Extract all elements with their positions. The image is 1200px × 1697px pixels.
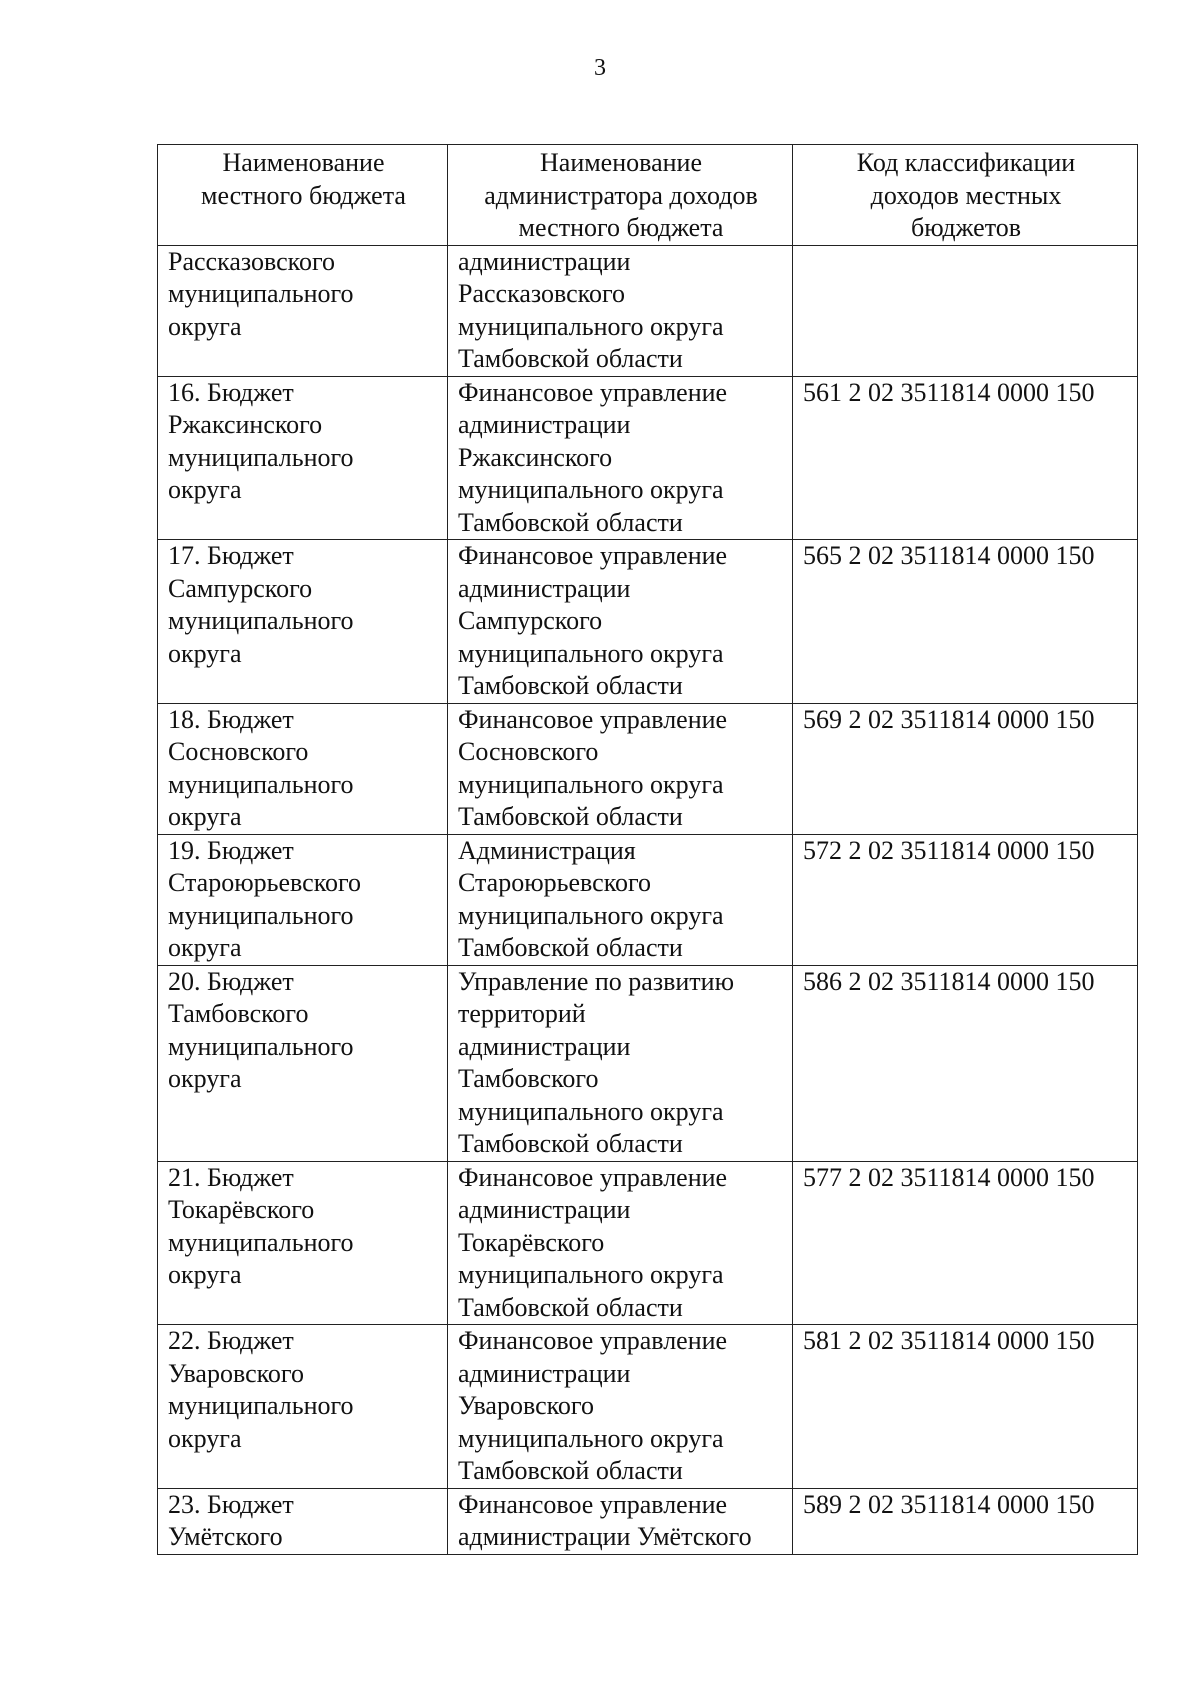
cell-line: муниципального округа xyxy=(458,475,724,504)
cell-line: местного бюджета xyxy=(201,180,406,210)
cell-line: Финансовое управление xyxy=(458,1162,728,1192)
cell-line: администрации xyxy=(458,1195,631,1224)
cell-classification-code: 569 2 02 3511814 0000 150 xyxy=(793,703,1138,834)
cell-revenue-administrator xyxy=(448,834,793,965)
cell-line: муниципального xyxy=(168,769,354,799)
cell-line: муниципального округа xyxy=(458,1423,724,1453)
cell-line: муниципального округа xyxy=(458,1096,724,1126)
cell-line: муниципального xyxy=(168,442,354,472)
cell-local-budget xyxy=(158,1488,448,1554)
cell-line: 20. Бюджет xyxy=(168,966,294,996)
cell-line: округа xyxy=(168,1423,242,1453)
cell-line: Уваровского xyxy=(458,1391,594,1420)
cell-line: муниципального xyxy=(168,1391,354,1420)
cell-classification-code: 561 2 02 3511814 0000 150 xyxy=(793,376,1138,540)
cell-line: доходов местных xyxy=(870,180,1062,210)
cell-line: Сампурского xyxy=(168,573,313,603)
cell-revenue-administrator xyxy=(448,1325,793,1489)
table-row xyxy=(158,965,1138,1161)
cell-line: 19. Бюджет xyxy=(168,835,294,865)
cell-line: Финансовое управление xyxy=(458,704,728,734)
cell-local-budget xyxy=(158,245,448,376)
cell-classification-code xyxy=(793,245,1138,376)
cell-line: Умётского xyxy=(168,1522,283,1551)
cell-revenue-administrator xyxy=(448,540,793,704)
table-row xyxy=(158,376,1138,540)
cell-local-budget xyxy=(158,376,448,540)
cell-revenue-administrator xyxy=(448,1488,793,1554)
page-number: 3 xyxy=(594,55,606,81)
cell-line: Тамбовской области xyxy=(458,1292,683,1322)
cell-line: 16. Бюджет xyxy=(168,377,294,407)
cell-line: Тамбовской области xyxy=(458,1129,683,1158)
cell-line: администрации xyxy=(458,573,631,603)
cell-line: Староюрьевского xyxy=(168,868,362,897)
cell-line: муниципального xyxy=(168,606,354,635)
cell-local-budget xyxy=(158,540,448,704)
cell-line: округа xyxy=(168,933,242,962)
cell-line: Рассказовского xyxy=(458,279,625,308)
cell-classification-code: 572 2 02 3511814 0000 150 xyxy=(793,834,1138,965)
table-body xyxy=(158,245,1138,1554)
cell-revenue-administrator xyxy=(448,1161,793,1325)
cell-line: муниципального xyxy=(168,279,354,308)
cell-line: Тамбовской области xyxy=(458,933,683,962)
cell-line: муниципального округа xyxy=(458,638,724,668)
cell-line: Тамбовской области xyxy=(458,507,683,537)
cell-line: Код классификации xyxy=(856,148,1076,177)
cell-line: 23. Бюджет xyxy=(168,1489,294,1519)
cell-line: Администрация xyxy=(458,835,636,865)
cell-classification-code: 565 2 02 3511814 0000 150 xyxy=(793,540,1138,704)
cell-revenue-administrator xyxy=(448,245,793,376)
header-classification-code xyxy=(793,145,1138,246)
cell-local-budget xyxy=(158,1161,448,1325)
table-header-row xyxy=(158,145,1138,246)
header-revenue-administrator xyxy=(448,145,793,246)
cell-classification-code: 577 2 02 3511814 0000 150 xyxy=(793,1161,1138,1325)
cell-line: Ржаксинского xyxy=(168,410,323,439)
cell-revenue-administrator xyxy=(448,376,793,540)
cell-classification-code: 586 2 02 3511814 0000 150 xyxy=(793,965,1138,1161)
cell-line: Сампурского xyxy=(458,606,603,635)
cell-line: Уваровского xyxy=(168,1358,304,1388)
cell-line: Староюрьевского xyxy=(458,868,652,897)
cell-classification-code: 589 2 02 3511814 0000 150 xyxy=(793,1488,1138,1554)
cell-line: администрации xyxy=(458,410,631,439)
cell-line: 17. Бюджет xyxy=(168,541,294,570)
table-row xyxy=(158,834,1138,965)
cell-line: 18. Бюджет xyxy=(168,704,294,734)
table-row xyxy=(158,245,1138,376)
cell-local-budget xyxy=(158,1325,448,1489)
cell-line: округа xyxy=(168,311,242,341)
cell-line: муниципального округа xyxy=(458,900,724,930)
cell-line: округа xyxy=(168,1260,242,1289)
cell-line: округа xyxy=(168,475,242,504)
cell-line: Тамбовской области xyxy=(458,802,683,831)
budget-revenue-table xyxy=(157,144,1138,1555)
cell-local-budget xyxy=(158,965,448,1161)
cell-line: Токарёвского xyxy=(458,1227,605,1257)
cell-line: администрации Умётского xyxy=(458,1522,752,1551)
cell-line: администрации xyxy=(458,1031,631,1061)
cell-line: администрации xyxy=(458,246,631,276)
cell-line: Финансовое управление xyxy=(458,1326,728,1355)
cell-revenue-administrator xyxy=(448,703,793,834)
cell-line: Финансовое управление xyxy=(458,1489,728,1519)
cell-line: территорий xyxy=(458,999,586,1028)
cell-line: Наименование xyxy=(222,148,385,177)
cell-line: Наименование xyxy=(540,148,702,177)
cell-revenue-administrator xyxy=(448,965,793,1161)
cell-line: округа xyxy=(168,638,242,668)
header-local-budget xyxy=(158,145,448,246)
cell-local-budget xyxy=(158,703,448,834)
cell-local-budget xyxy=(158,834,448,965)
cell-classification-code: 581 2 02 3511814 0000 150 xyxy=(793,1325,1138,1489)
cell-line: местного бюджета xyxy=(518,213,724,242)
cell-line: округа xyxy=(168,802,242,831)
cell-line: Тамбовского xyxy=(168,999,309,1028)
cell-line: Тамбовской области xyxy=(458,1456,683,1485)
cell-line: муниципального округа xyxy=(458,1260,724,1289)
table-row xyxy=(158,703,1138,834)
cell-line: Управление по развитию xyxy=(458,966,735,996)
table-row xyxy=(158,540,1138,704)
cell-line: округа xyxy=(168,1064,242,1093)
cell-line: муниципального xyxy=(168,900,354,930)
cell-line: муниципального xyxy=(168,1227,354,1257)
table-row xyxy=(158,1161,1138,1325)
cell-line: муниципального xyxy=(168,1031,354,1061)
cell-line: Токарёвского xyxy=(168,1195,315,1224)
cell-line: Ржаксинского xyxy=(458,442,613,472)
cell-line: бюджетов xyxy=(910,213,1022,242)
cell-line: Сосновского xyxy=(458,737,599,766)
cell-line: Тамбовского xyxy=(458,1064,599,1093)
table-row xyxy=(158,1325,1138,1489)
cell-line: Рассказовского xyxy=(168,246,335,276)
cell-line: 22. Бюджет xyxy=(168,1326,294,1355)
cell-line: 21. Бюджет xyxy=(168,1162,294,1192)
cell-line: Финансовое управление xyxy=(458,377,728,407)
cell-line: Тамбовской области xyxy=(458,671,683,700)
cell-line: муниципального округа xyxy=(458,769,724,799)
cell-line: Сосновского xyxy=(168,737,309,766)
cell-line: администрации xyxy=(458,1358,631,1388)
cell-line: администратора доходов xyxy=(484,180,758,210)
table-row xyxy=(158,1488,1138,1554)
cell-line: Финансовое управление xyxy=(458,541,728,570)
cell-line: Тамбовской области xyxy=(458,344,683,373)
cell-line: муниципального округа xyxy=(458,311,724,341)
